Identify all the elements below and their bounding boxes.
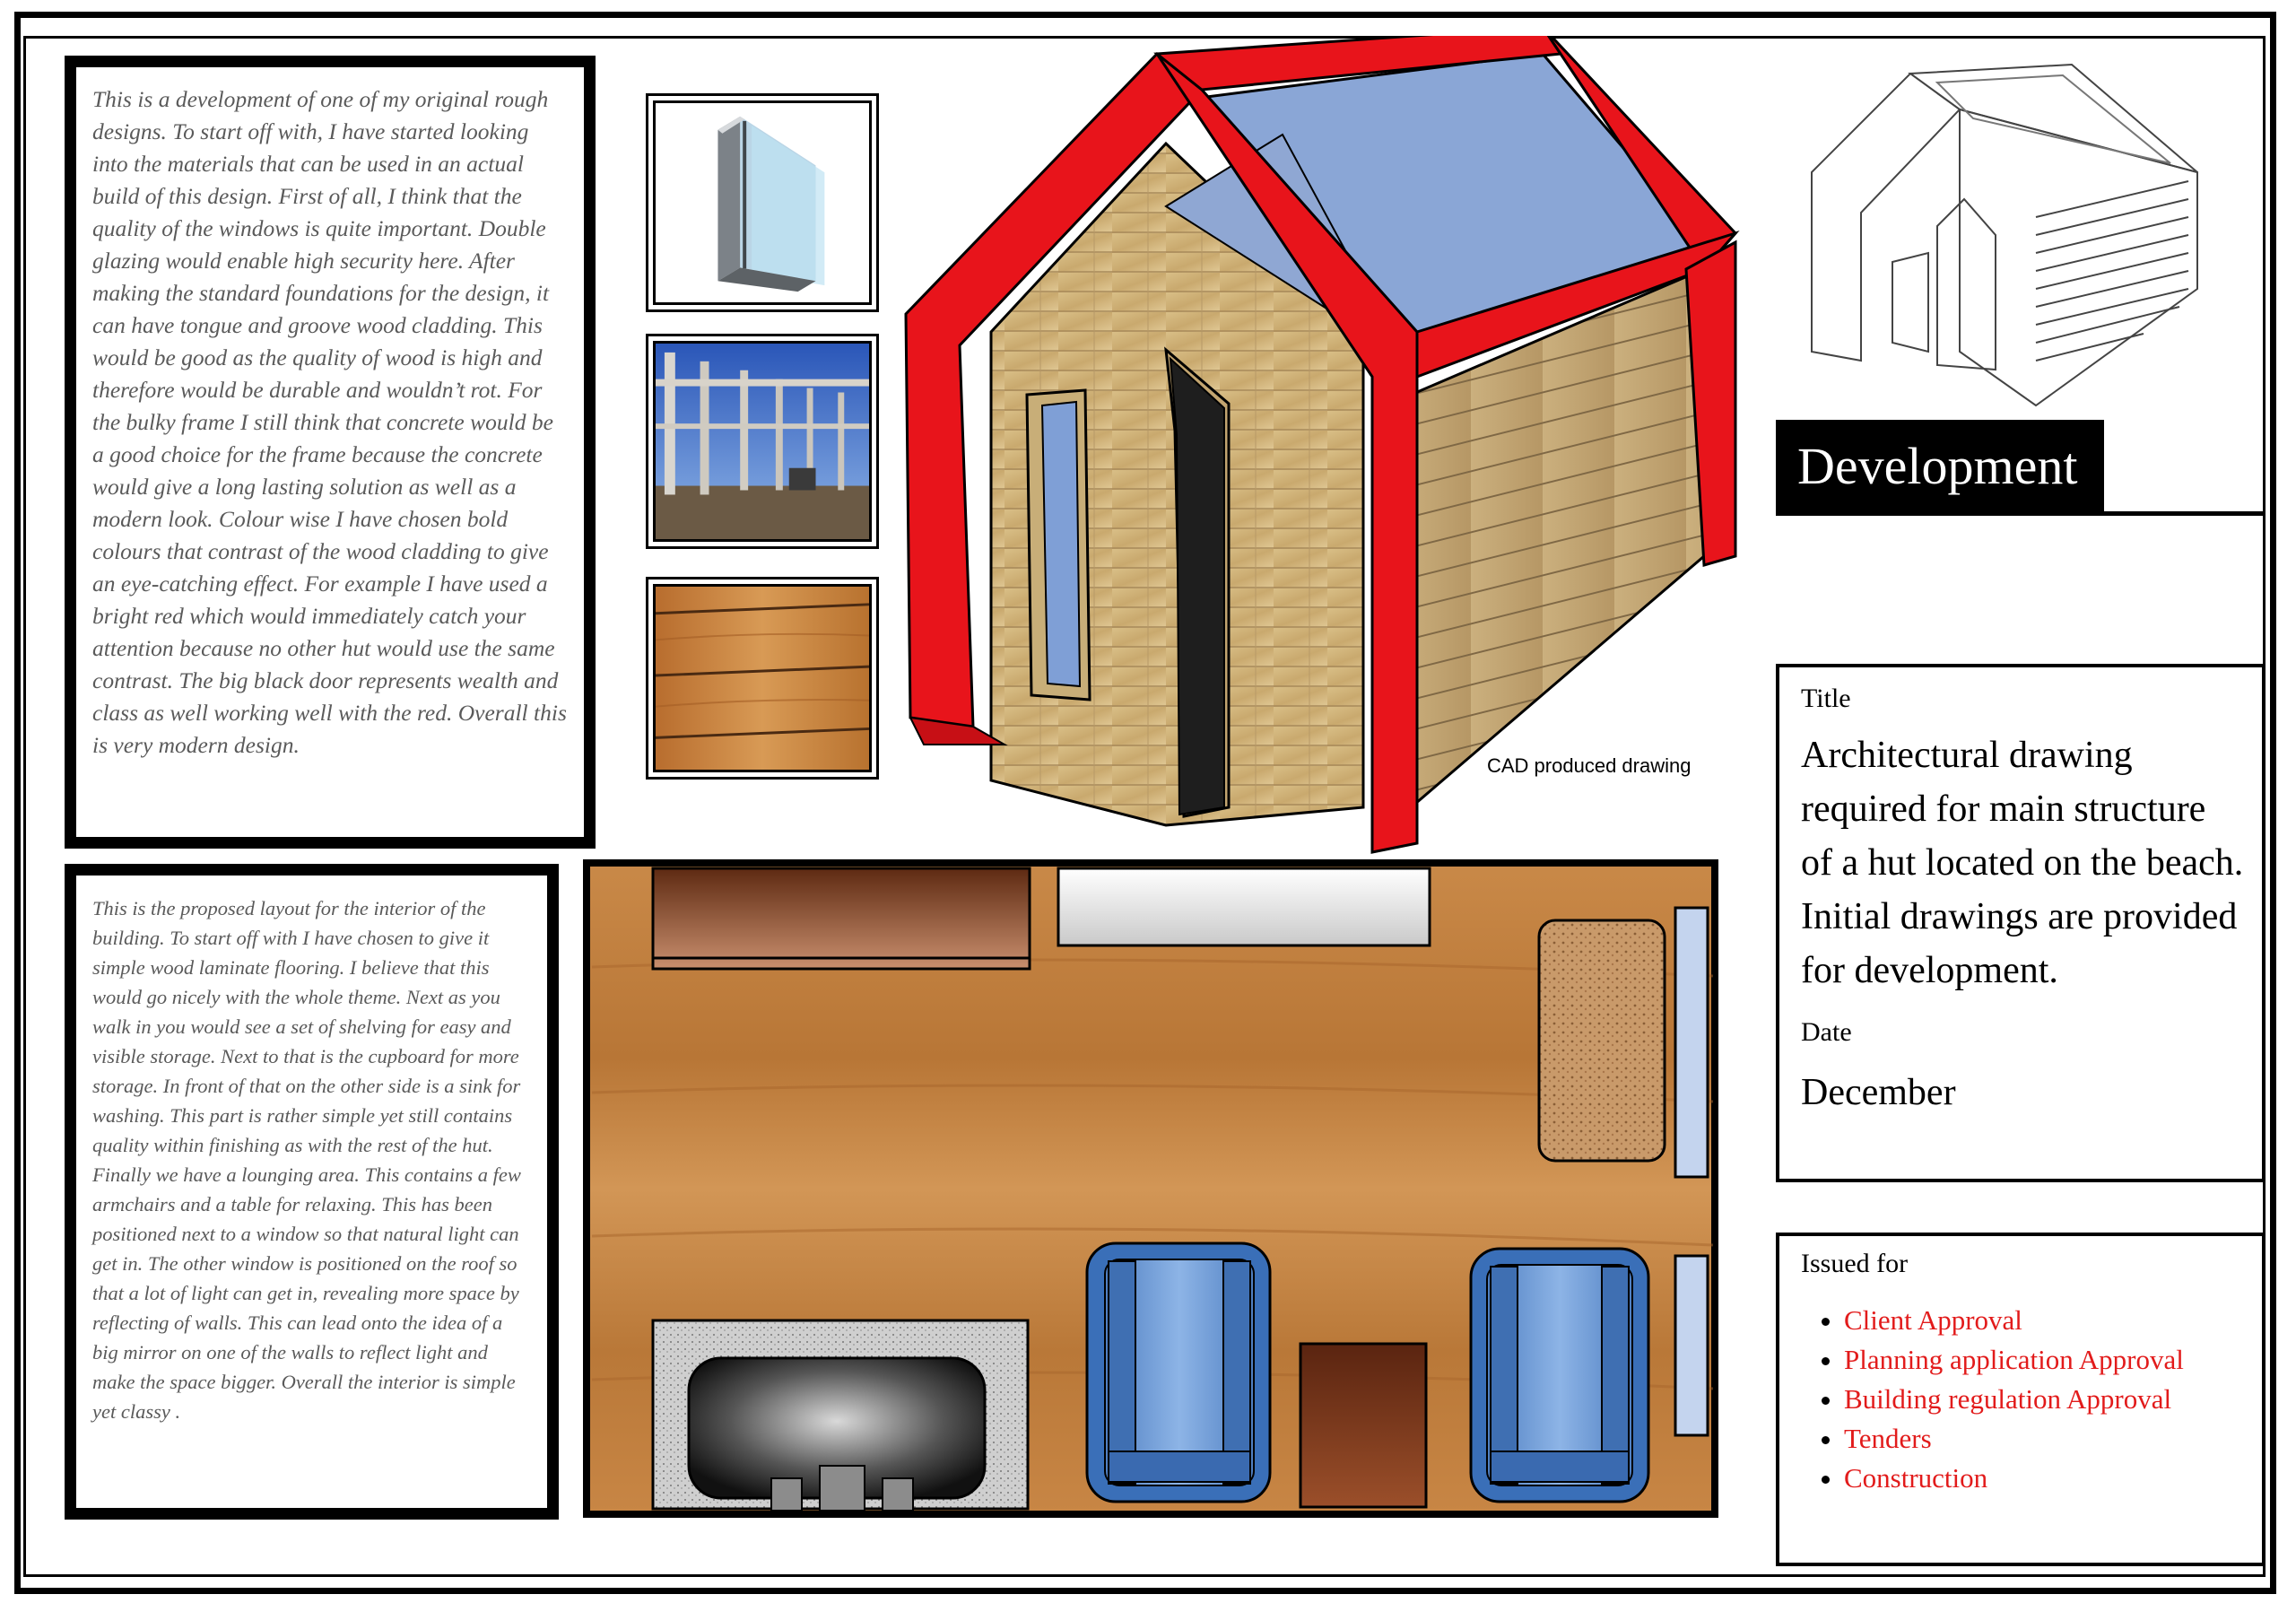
cupboard xyxy=(1058,868,1430,945)
window xyxy=(1675,908,1708,1177)
rug xyxy=(1539,920,1665,1161)
issued-for-block xyxy=(1776,1233,2266,1566)
issued-label: Issued for xyxy=(1801,1249,1909,1278)
wood-cladding-icon xyxy=(656,587,869,770)
interior-description-text: This is the proposed layout for the interior of the building. To start off with I have chosen to give it simple wood laminate flooring. I believe that this would go nicely with the whole theme. Next as you walk in you would see a set of shelving for easy and visible storage. Next to that is the cupboard for more storage. In front of that on the other side is a sink for washing. This part is rather simple yet still contains quality within finishing as with the rest of the hut. Finally we have a lounging area. This contains a few armchairs and a table for relaxing. This has been positioned next to a window so that natural light can get in. The other window is positioned on the roof so that a lot of light can get in, revealing more space by reflecting of walls. This can lead onto the idea of a big mirror on one of the walls to reflect light and make the space bigger. Overall the interior is simple yet classy . xyxy=(92,897,521,1423)
title-block xyxy=(1776,664,2266,1182)
double-glazing-icon xyxy=(656,103,869,302)
shelving xyxy=(653,868,1030,969)
exterior-description-box xyxy=(65,56,596,849)
cad-hut-drawing xyxy=(897,36,1749,861)
double-glazing-image xyxy=(646,93,879,312)
exterior-description-text: This is a development of one of my original rough designs. To start off with, I have started looking into the materials that can be used in an actual build of this design. First of all, I think that the quality of the windows is quite important. Double glazing would enable high security here. After making the standard foundations for the design, it can have tongue and groove wood cladding. This would be good as the quality of wood is high and therefore would be durable and wouldn’t rot. For the bulky frame I still think that concrete would be a good choice for the frame because the concrete would give a long lasting solution as well as a modern look. Colour wise I have chosen bold colours that contrast of the wood cladding to give an eye-catching effect. For example I have used a bright red which would immediately catch your attention because no other hut would use the same contrast. The big black door represents wealth and class as well working well with the red. Overall this is very modern design. xyxy=(92,86,567,758)
rough-sketch xyxy=(1803,56,2215,432)
concrete-frame-icon xyxy=(656,344,869,539)
title-label: Title xyxy=(1801,684,1851,713)
list-item: • Planning application Approval xyxy=(1844,1340,2244,1380)
list-item: • Tenders xyxy=(1844,1419,2244,1459)
date-label: Date xyxy=(1801,1017,1852,1047)
wood-cladding-photo xyxy=(646,577,879,780)
list-item: • Construction xyxy=(1844,1459,2244,1498)
list-item: • Building regulation Approval xyxy=(1844,1380,2244,1419)
window xyxy=(1675,1256,1708,1435)
title-text: Architectural drawing required for main structure of a hut located on the beach. Initial drawings are provided for development. xyxy=(1801,735,2244,991)
armchair xyxy=(1471,1249,1648,1502)
banner-underline xyxy=(1776,511,2264,516)
cad-caption: CAD produced drawing xyxy=(1487,754,1692,777)
date-value: December xyxy=(1801,1072,1956,1113)
concrete-frame-photo xyxy=(646,334,879,549)
interior-floor-plan xyxy=(583,859,1718,1518)
interior-description-box xyxy=(65,864,559,1520)
coffee-table xyxy=(1300,1344,1426,1507)
issued-list xyxy=(1801,1301,2244,1498)
development-banner: Development xyxy=(1776,420,2104,513)
list-item: • Client Approval xyxy=(1844,1301,2244,1340)
armchair xyxy=(1087,1243,1270,1502)
